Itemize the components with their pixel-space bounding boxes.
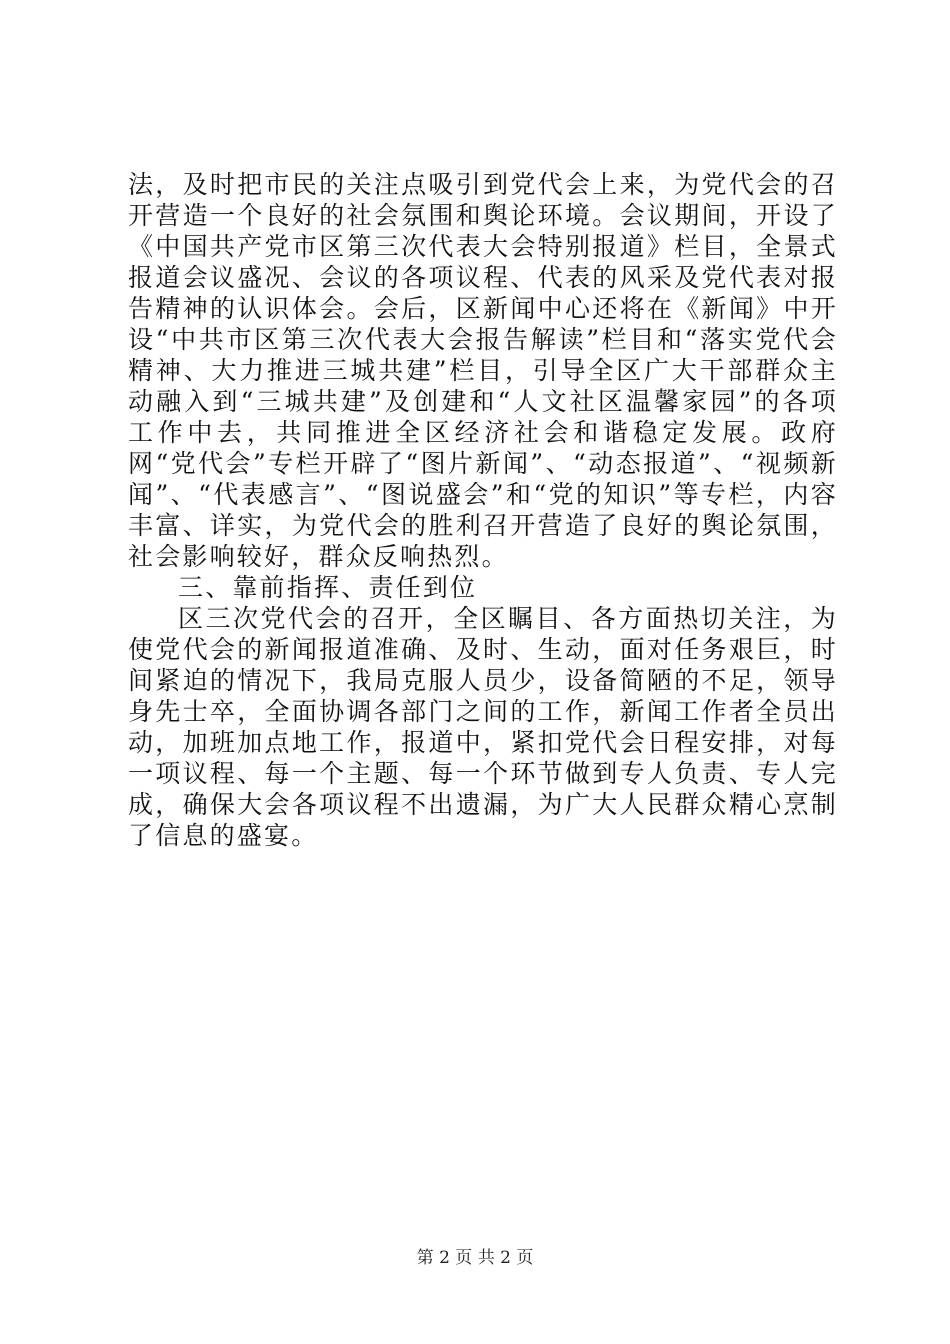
document-body <box>128 169 838 851</box>
body-paragraph-1: 法，及时把市民的关注点吸引到党代会上来，为党代会的召开营造一个良好的社会氛围和舆论环境。会议期间，开设了《中国共产党市区第三次代表大会特别报道》栏目，全景式报道会议盛况、会议的各项议程、代表的风采及党代表对报告精神的认识体会。会后，区新闻中心还将在《新闻》中开设“中共市区第三次代表大会报告解读”栏目和“落实党代会精神、大力推进三城共建”栏目，引导全区广大干部群众主动融入到“三城共建”及创建和“人文社区温馨家园”的各项工作中去，共同推进全区经济社会和谐稳定发展。政府网“党代会”专栏开辟了“图片新闻”、“动态报道”、“视频新闻”、“代表感言”、“图说盛会”和“党的知识”等专栏，内容丰富、详实，为党代会的胜利召开营造了良好的舆论氛围，社会影响较好，群众反响热烈。 <box>128 170 838 571</box>
section-heading: 三、靠前指挥、责任到位 <box>178 573 478 602</box>
body-paragraph-2: 区三次党代会的召开，全区瞩目、各方面热切关注，为使党代会的新闻报道准确、及时、生动，面对任务艰巨，时间紧迫的情况下，我局克服人员少，设备简陋的不足，领导身先士卒，全面协调各部门之间的工作，新闻工作者全员出动，加班加点地工作，报道中，紧扣党代会日程安排，对每一项议程、每一个主题、每一个环节做到专人负责、专人完成，确保大会各项议程不出遗漏，为广大人民群众精心烹制了信息的盛宴。 <box>128 604 838 850</box>
page-footer: 第 2 页 共 2 页 <box>416 1248 534 1268</box>
